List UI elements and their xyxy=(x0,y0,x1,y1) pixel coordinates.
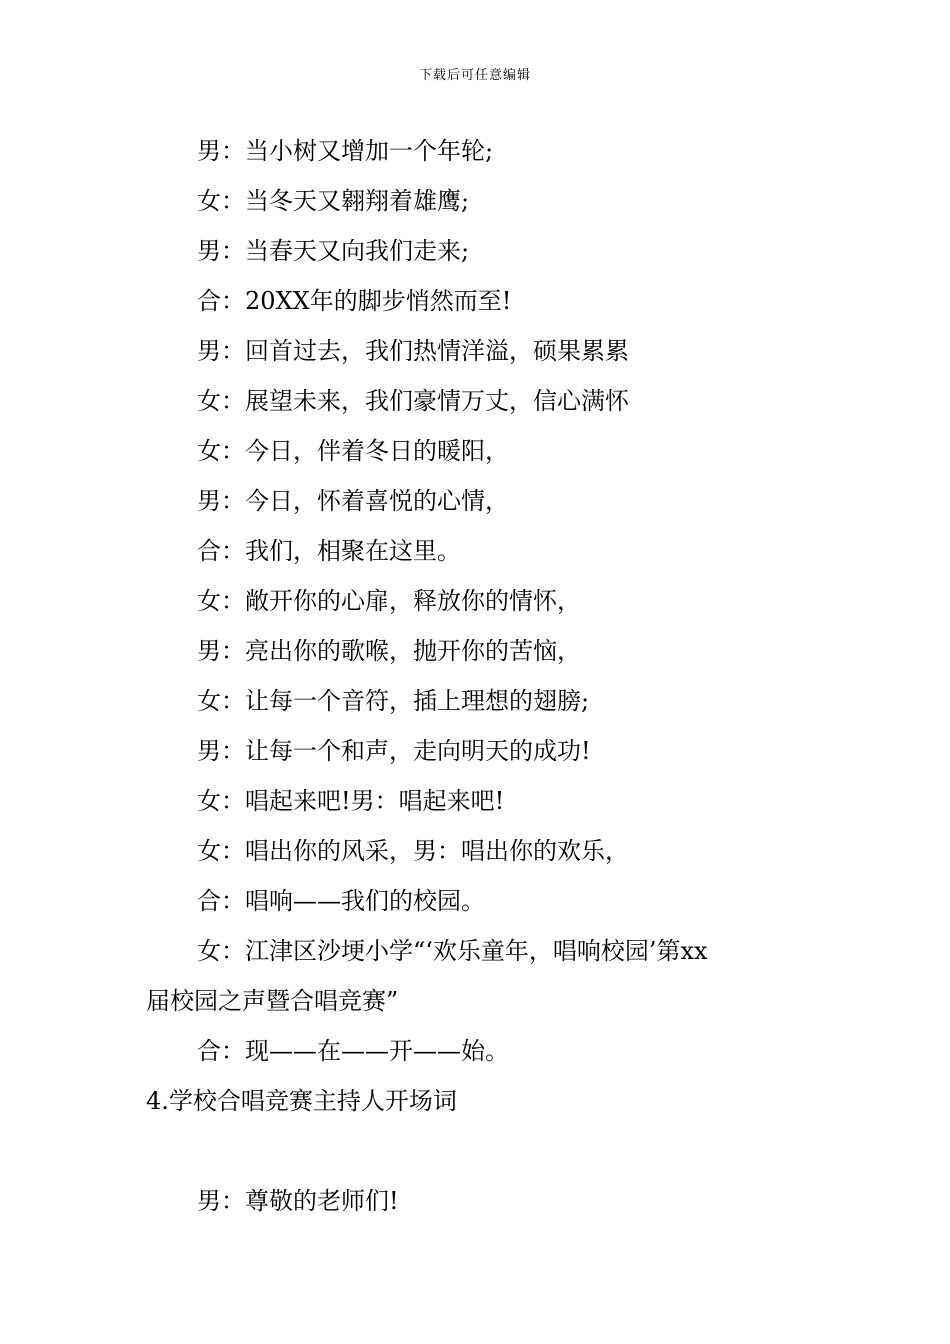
dialogue-line: 合：唱响——我们的校园。 xyxy=(197,887,485,915)
dialogue-line: 男：今日，怀着喜悦的心情， xyxy=(197,487,509,515)
dialogue-line: 女：当冬天又翱翔着雄鹰; xyxy=(197,187,470,215)
dialogue-line: 男：当小树又增加一个年轮; xyxy=(197,137,494,165)
header-note: 下载后可任意编辑 xyxy=(418,68,531,83)
dialogue-line: 女：今日，伴着冬日的暖阳， xyxy=(197,437,509,465)
dialogue-line: 合：20XX年的脚步悄然而至! xyxy=(197,287,512,315)
dialogue-line: 女：让每一个音符，插上理想的翅膀; xyxy=(197,687,590,715)
dialogue-line: 女：唱出你的风采，男：唱出你的欢乐， xyxy=(197,837,629,865)
section-heading: 4.学校合唱竞赛主持人开场词 xyxy=(146,1087,457,1115)
dialogue-line: 女：展望未来，我们豪情万丈，信心满怀 xyxy=(197,387,629,415)
dialogue-line: 女：江津区沙埂小学“‘欢乐童年，唱响校园’第xx xyxy=(197,937,708,965)
dialogue-line: 男：尊敬的老师们! xyxy=(197,1187,399,1215)
dialogue-line: 合：我们，相聚在这里。 xyxy=(197,537,461,565)
dialogue-line: 男：亮出你的歌喉，抛开你的苦恼， xyxy=(197,637,581,665)
document-body xyxy=(146,126,816,1226)
dialogue-line: 女：唱起来吧!男：唱起来吧! xyxy=(197,787,505,815)
blank-line xyxy=(146,1126,816,1176)
dialogue-line-continuation: 届校园之声暨合唱竞赛” xyxy=(146,987,399,1015)
dialogue-line: 女：敞开你的心扉，释放你的情怀， xyxy=(197,587,581,615)
dialogue-line: 合：现——在——开——始。 xyxy=(197,1037,509,1065)
dialogue-line: 男：当春天又向我们走来; xyxy=(197,237,470,265)
dialogue-line: 男：让每一个和声，走向明天的成功! xyxy=(197,737,591,765)
dialogue-line: 男：回首过去，我们热情洋溢，硕果累累 xyxy=(197,337,629,365)
